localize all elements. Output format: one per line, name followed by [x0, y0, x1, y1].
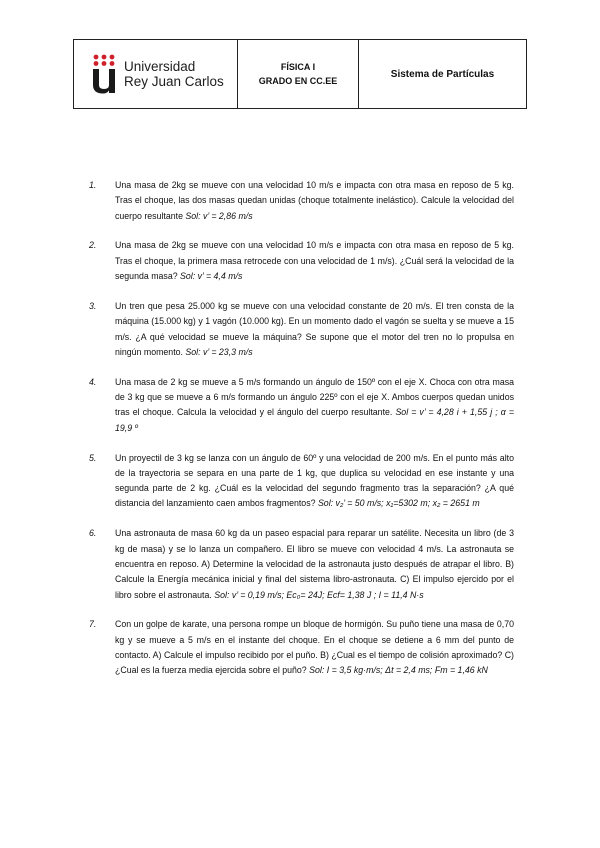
problem-statement: Una astronauta de masa 60 kg da un paseo espacial para reparar un satélite. Necesita un libro (de 3 kg de masa) y se lo lanza un compañero. El libro se mueve con velocidad 4 m/s. La astronauta se encuentra en reposo. A) Determine la velocidad de la astronauta justo después de atrapar el libro. B) Calcule la Energía mecánica inicial y final del sistema libro-astronauta. C) El impulso ejercido por el libro sobre el astronauta.	[115, 528, 514, 600]
problem-solution: Sol: v₂’ = 50 m/s; x₁=5302 m; x₂ = 2651 m	[317, 498, 480, 509]
problem-text	[115, 178, 514, 224]
problem-solution: Sol = v’ = 4,28 i + 1,55 j ; α = 19,9 º	[115, 407, 514, 433]
problem-1	[89, 178, 514, 224]
problem-2	[89, 238, 514, 284]
problem-solution: Sol: I = 3,5 kg·m/s; Δt = 2,4 ms; Fm = 1,46 kN	[309, 665, 488, 676]
problem-statement: Una masa de 2kg se mueve con una velocidad 10 m/s e impacta con otra masa en reposo de 5 kg. Tras el choque, las dos masas quedan unidas (choque totalmente inelástico). Calcule la velocidad del cuerpo resultante	[115, 180, 514, 221]
problem-4	[89, 375, 514, 436]
problem-number: 7.	[89, 619, 97, 630]
logo-cell	[74, 40, 238, 108]
problem-7	[89, 617, 514, 678]
problem-statement: Con un golpe de karate, una persona rompe un bloque de hormigón. Su puño tiene una masa de 0,70 kg y se mueve a 5 m/s en el instante del choque. En el choque se detiene a 6 mm del punto de contacto. A) Calcule el impulso recibido por el puño. B) ¿Cual es el tiempo de colisión aproximado? C) ¿Cual es la fuerza media ejercida sobre el puño?	[115, 619, 514, 676]
topic-title: Sistema de Partículas	[390, 68, 495, 80]
problem-statement: Un proyectil de 3 kg se lanza con un ángulo de 60º y una velocidad de 200 m/s. En el punto más alto de la trayectoria se separa en una parte de 1 kg, que duplica su velocidad en ese instante y una segunda parte de 2 kg. ¿Cuál es la velocidad del segundo fragmento tras la separación? ¿A qué distancia del lanzamiento caen ambos fragmentos?	[115, 452, 514, 509]
problem-solution: Sol: v’ = 4,4 m/s	[180, 271, 243, 282]
problem-text	[115, 299, 514, 360]
problem-number: 4.	[89, 376, 97, 387]
problem-text	[115, 238, 514, 284]
problem-text	[115, 526, 514, 602]
problem-list	[89, 178, 514, 693]
problem-number: 5.	[89, 452, 97, 463]
course-title: FÍSICA I	[280, 62, 316, 72]
problem-statement: Una masa de 2kg se mueve con una velocidad 10 m/s e impacta con otra masa en reposo de 5 kg. Tras el choque, la primera masa retrocede con una velocidad de 1 m/s). ¿Cuál será la velocidad de la segunda masa?	[115, 240, 514, 282]
problem-solution: Sol: v’ = 0,19 m/s; Ec₀= 24J; Ecf= 1,38 J ; I = 11,4 N·s	[214, 589, 424, 600]
problem-text	[115, 375, 514, 436]
problem-number: 3.	[89, 300, 97, 311]
problem-5	[89, 451, 514, 512]
urjc-logo-icon	[92, 54, 116, 94]
problem-number: 6.	[89, 528, 97, 539]
problem-statement: Un tren que pesa 25.000 kg se mueve con una velocidad constante de 20 m/s. El tren consta de la máquina (15.000 kg) y 1 vagón (10.000 kg). En un momento dado el vagón se suelta y se mueve a 15 m/s. ¿A qué velocidad se mueve la máquina? Se supone que el motor del tren no lo propulsa en ningún momento.	[115, 300, 514, 357]
problem-statement: Una masa de 2 kg se mueve a 5 m/s formando un ángulo de 150º con el eje X. Choca con otra masa de 3 kg que se mueve a 6 m/s formando un ángulo 225º con el eje X. Ambos cuerpos quedan unidos tras el choque. Calcula la velocidad y el ángulo del cuerpo resultante.	[115, 376, 514, 418]
problem-number: 1.	[89, 180, 97, 190]
logo-line-1: Universidad	[124, 59, 196, 74]
logo-text	[124, 59, 224, 89]
problem-solution: Sol: v’ = 23,3 m/s	[185, 346, 253, 357]
document-header	[73, 39, 527, 109]
topic-cell	[359, 40, 526, 108]
university-logo	[92, 54, 224, 94]
logo-line-2: Rey Juan Carlos	[124, 74, 224, 89]
problem-number: 2.	[89, 240, 97, 251]
problem-6	[89, 526, 514, 602]
course-degree: GRADO EN CC.EE	[258, 76, 338, 86]
problem-text	[115, 451, 514, 512]
problem-solution: Sol: v’ = 2,86 m/s	[185, 210, 253, 221]
problem-3	[89, 299, 514, 360]
course-cell	[238, 40, 359, 108]
problem-text	[115, 617, 514, 678]
